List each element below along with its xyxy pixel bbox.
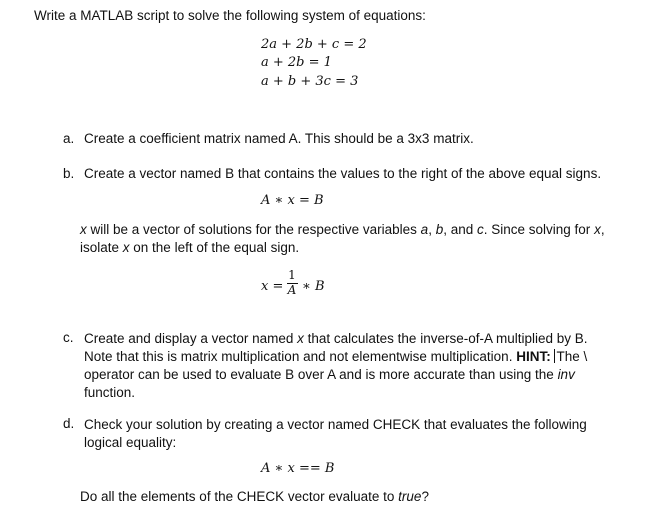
item-d-letter: d. [63, 416, 75, 431]
item-a-letter: a. [63, 131, 75, 146]
fraction-numerator: 1 [288, 268, 296, 282]
var-x: x [80, 222, 87, 237]
var-x: x [122, 240, 130, 255]
frac-lhs: x = [261, 279, 284, 294]
item-b-letter: b. [63, 166, 75, 181]
true-word: true [398, 489, 422, 504]
equation-3: a + b + 3c = 3 [261, 74, 359, 89]
hint-label: HINT: [516, 349, 551, 364]
var-x: x [297, 331, 304, 346]
var-a: a [420, 222, 429, 237]
item-d-equation: A ∗ x == B [261, 461, 335, 476]
inv-function-name: inv [557, 367, 575, 382]
item-c-text: Create and display a vector named x that calculates the inverse-of-A multiplied by B. Note that this is matrix multiplication and not elementwise multiplication. HINT: The \ operator can be used to evaluate B over A and is more accurate than using the inv function. [84, 331, 588, 400]
fraction-denominator: A [287, 283, 297, 297]
var-c: c [477, 222, 484, 237]
item-d-question: Do all the elements of the CHECK vector evaluate to true? [80, 489, 429, 504]
frac-rhs: ∗ B [302, 279, 325, 294]
item-b-equation: A ∗ x = B [261, 193, 324, 208]
item-b-text: Create a vector named B that contains the values to the right of the above equal signs. [84, 166, 602, 181]
item-a-text: Create a coefficient matrix named A. This should be a 3x3 matrix. [84, 131, 474, 146]
var-x: x [594, 222, 601, 237]
item-b-note: x will be a vector of solutions for the respective variables a, b, and c. Since solving for x, isolate x on the left of the equal sign. [80, 222, 605, 255]
intro-text: Write a MATLAB script to solve the following system of equations: [34, 8, 426, 23]
equation-1: 2a + 2b + c = 2 [261, 37, 367, 52]
fraction [287, 268, 299, 302]
item-c-letter: c. [63, 330, 74, 345]
var-b: b [435, 222, 444, 237]
item-d-text: Check your solution by creating a vector named CHECK that evaluates the following logical equality: [84, 417, 587, 450]
equation-2: a + 2b = 1 [261, 55, 332, 70]
